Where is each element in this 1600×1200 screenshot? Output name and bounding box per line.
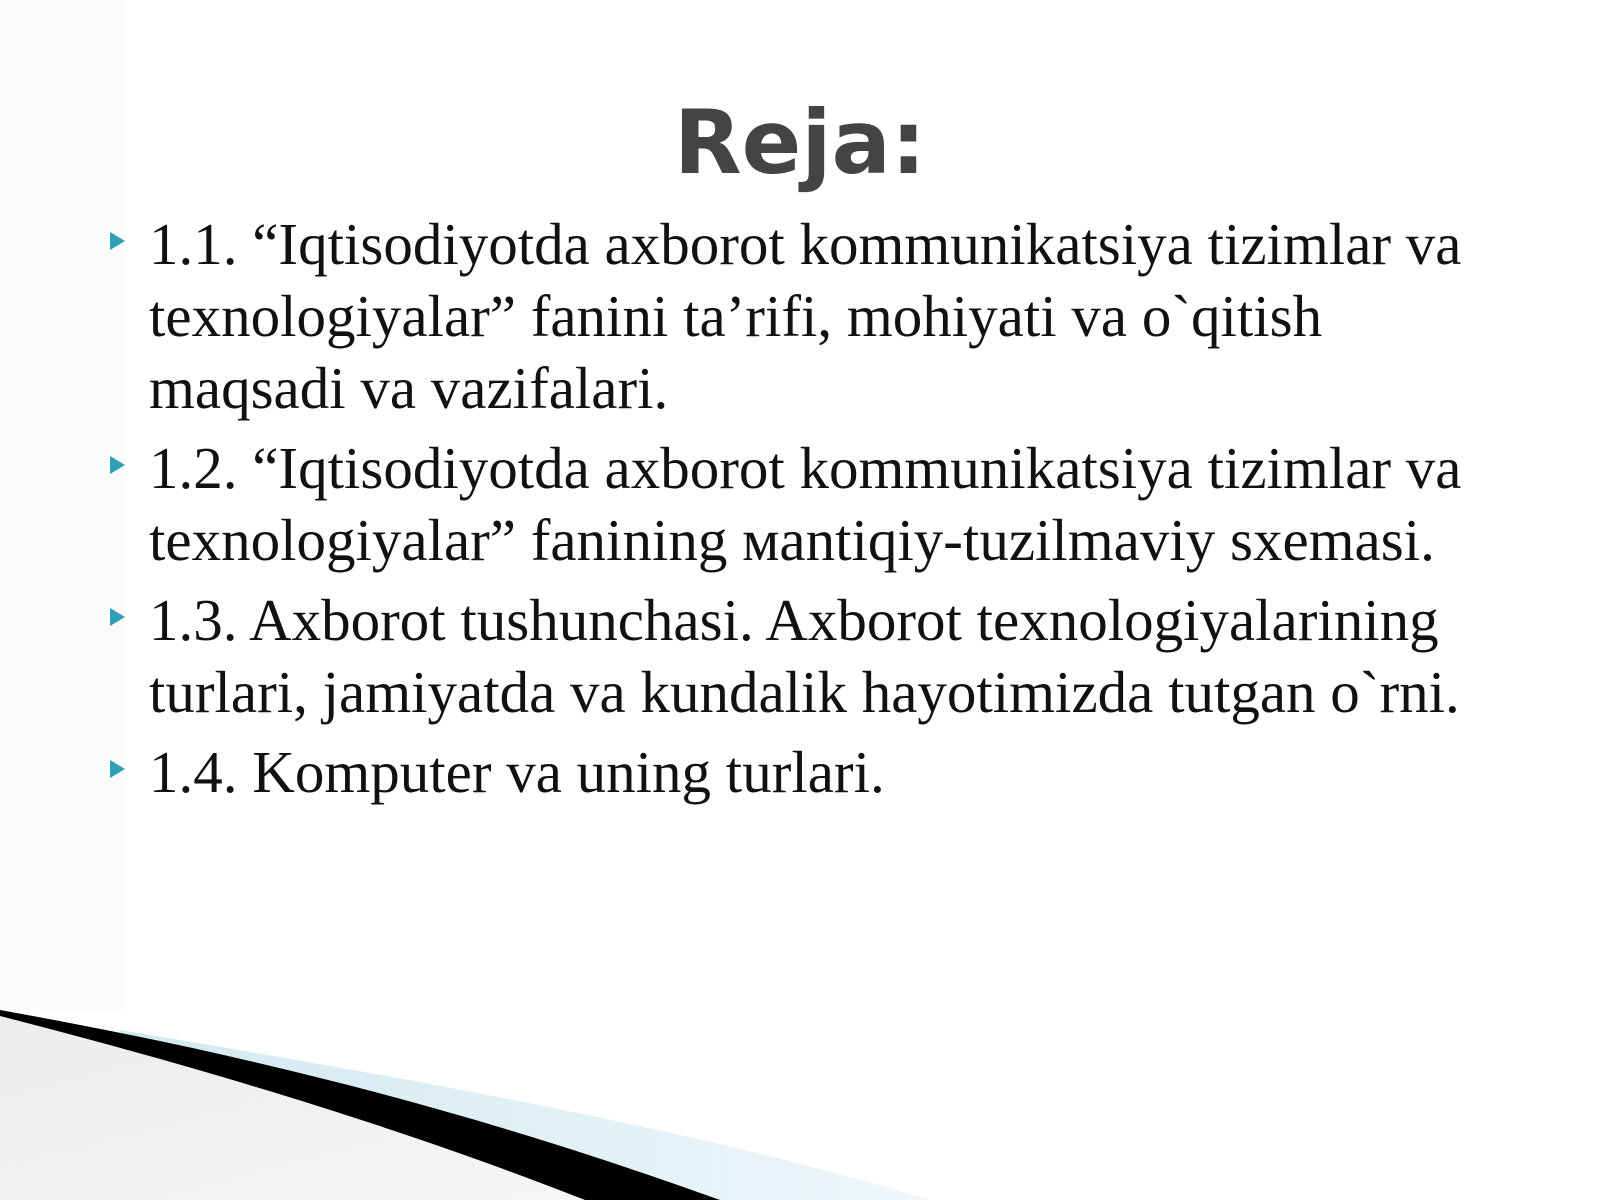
agenda-item-1-4 xyxy=(100,736,1520,808)
agenda-item-1-3 xyxy=(100,584,1520,728)
agenda-item-1-1 xyxy=(100,208,1520,424)
slide-title: Reja: xyxy=(673,91,927,194)
agenda-item-text: 1.2. “Iqtisodiyotda axborot kommunikatsiya tizimlar va texnologiyalar” fanining мantiqiy-tuzilmaviy sxemasi. xyxy=(149,435,1462,573)
agenda-item-text: 1.4. Komputer va uning turlari. xyxy=(149,739,885,805)
grey-wave xyxy=(0,1010,720,1200)
agenda-item-text: 1.3. Axborot tushunchasi. Axborot texnologiyalarining turlari, jamiyatda va kundalik hayotimizda tutgan o`rni. xyxy=(149,587,1460,725)
agenda-list xyxy=(100,208,1520,816)
triangle-bullet-icon xyxy=(110,232,125,250)
black-swoosh xyxy=(0,1010,720,1200)
blue-band xyxy=(120,1030,930,1200)
agenda-item-text: 1.1. “Iqtisodiyotda axborot kommunikatsiya tizimlar va texnologiyalar” fanini ta’rifi, mohiyati va o`qitish maqsadi va vazifalari. xyxy=(149,211,1462,421)
triangle-bullet-icon xyxy=(110,760,125,778)
triangle-bullet-icon xyxy=(110,608,125,626)
agenda-item-1-2 xyxy=(100,432,1520,576)
triangle-bullet-icon xyxy=(110,456,125,474)
